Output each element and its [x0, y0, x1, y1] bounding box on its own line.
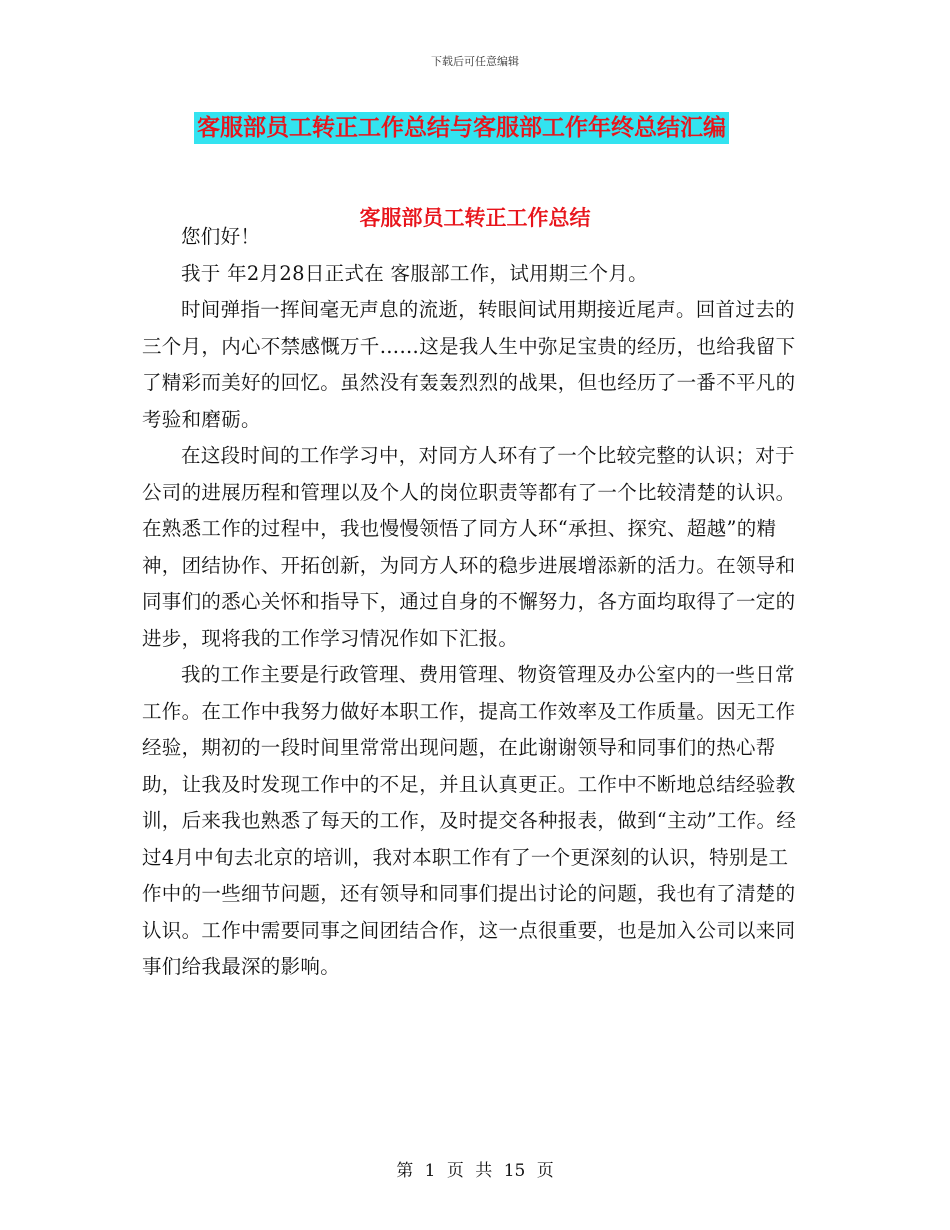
paragraph-work-duties: 我的工作主要是行政管理、费用管理、物资管理及办公室内的一些日常工作。在工作中我努力做好本职工作，提高工作效率及工作质量。因无工作经验，期初的一段时间里常常出现问题，在此谢谢领导和同事们的热心帮助，让我及时发现工作中的不足，并且认真更正。工作中不断地总结经验教训，后来我也熟悉了每天的工作，及时提交各种报表，做到“主动”工作。经过4月中旬去北京的培训，我对本职工作有了一个更深刻的认识，特别是工作中的一些细节问题，还有领导和同事们提出讨论的问题，我也有了清楚的认识。工作中需要同事之间团结合作，这一点很重要，也是加入公司以来同事们给我最深的影响。 [142, 663, 797, 978]
paragraph-start-date: 我于 年2月28日正式在 客服部工作，试用期三个月。 [181, 261, 648, 285]
document-body [142, 219, 806, 986]
document-title: 客服部员工转正工作总结与客服部工作年终总结汇编 [194, 112, 729, 144]
page-number: 第 1 页 共 15 页 [396, 1161, 554, 1181]
paragraph-company-understanding: 在这段时间的工作学习中，对同方人环有了一个比较完整的认识；对于公司的进展历程和管理以及个人的岗位职责等都有了一个比较清楚的认识。在熟悉工作的过程中，我也慢慢领悟了同方人环“承担、探究、超越”的精神，团结协作、开拓创新，为同方人环的稳步进展增添新的活力。在领导和同事们的悉心关怀和指导下，通过自身的不懈努力，各方面均取得了一定的进步，现将我的工作学习情况作如下汇报。 [142, 444, 796, 650]
paragraph-greeting: 您们好！ [181, 225, 261, 248]
header-note: 下载后可任意编辑 [431, 55, 519, 68]
section-title: 客服部员工转正工作总结 [359, 205, 591, 230]
paragraph-reflection: 时间弹指一挥间毫无声息的流逝，转眼间试用期接近尾声。回首过去的三个月，内心不禁感慨万千……这是我人生中弥足宝贵的经历，也给我留下了精彩而美好的回忆。虽然没有轰轰烈烈的战果，但也经历了一番不平凡的考验和磨砺。 [142, 298, 796, 431]
